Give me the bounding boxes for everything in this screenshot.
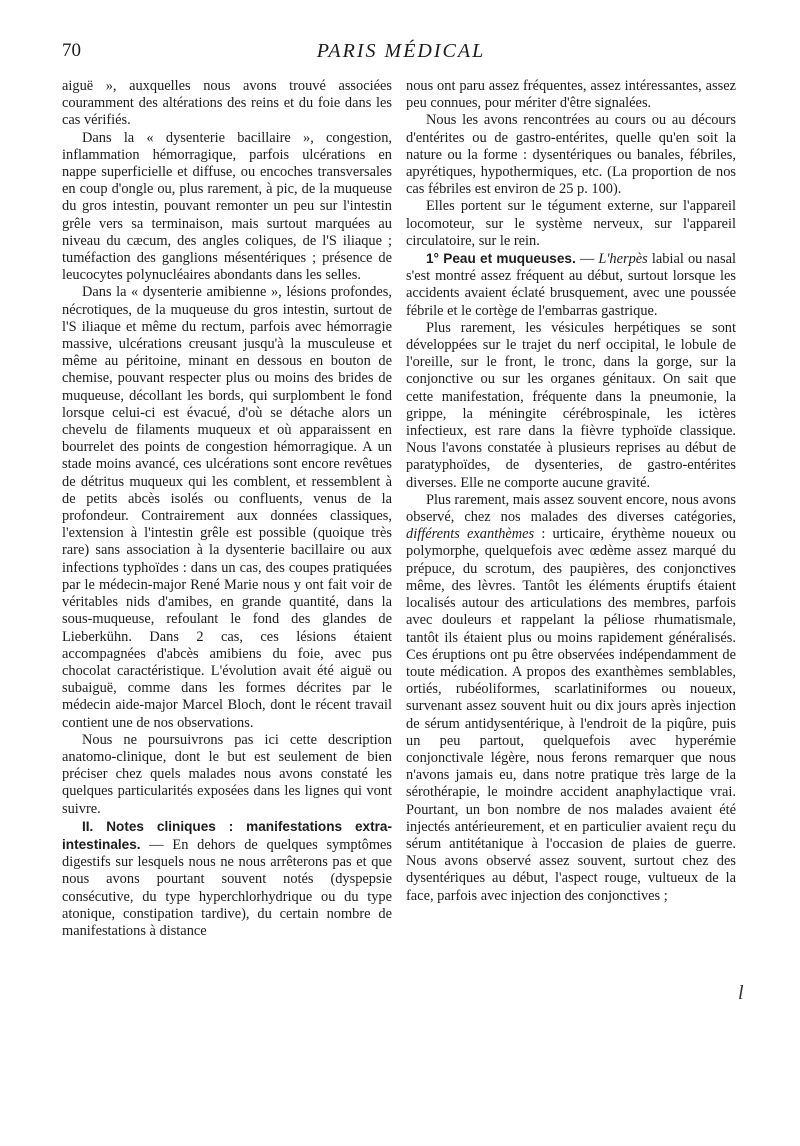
- italic-term: L'herpès: [598, 251, 648, 268]
- right-column: [406, 78, 736, 905]
- left-column: [62, 78, 392, 940]
- paragraph: Nous les avons rencontrées au cours ou au décours d'entérites ou de gastro-entérites, quelle qu'en soit la nature ou la forme : dysentériques ou banales, fébriles, apyrétiques, hypothermiques, etc. (La proportion de nos cas fébriles est environ de 25 p. 100).: [406, 112, 736, 198]
- paragraph: [406, 492, 736, 905]
- italic-term: différents exanthèmes: [406, 526, 535, 543]
- section-heading: II. Notes cliniques : manifestations extra-intestinales.: [62, 818, 392, 852]
- paragraph: Elles portent sur le tégument externe, sur l'appareil locomoteur, sur le système nerveux, sur l'appareil circulatoire, sur le rein.: [406, 198, 736, 249]
- paragraph-text: Plus rarement, mais assez souvent encore, nous avons observé, chez nos malades des diverses catégories,: [406, 491, 736, 526]
- dash: —: [575, 251, 599, 268]
- running-title: PARIS MÉDICAL: [316, 40, 486, 62]
- paragraph: aiguë », auxquelles nous avons trouvé associées couramment des altérations des reins et du foie dans les cas vérifiés.: [62, 78, 392, 129]
- subsection-heading: 1° Peau et muqueuses.: [426, 251, 576, 267]
- paragraph: nous ont paru assez fréquentes, assez intéressantes, assez peu connues, pour mériter d'être signalées.: [406, 78, 736, 112]
- paragraph-text: labial ou nasal s'est montré assez fréquent au début, surtout lorsque les accidents avaient éclaté brusquement, avec une poussée fébrile et le cortège de l'embarras gastrique.: [406, 251, 736, 319]
- subsection-paragraph: [406, 250, 736, 320]
- paragraph: Dans la « dysenterie amibienne », lésions profondes, nécrotiques, de la muqueuse du gros intestin, surtout de l'S iliaque et même du rectum, parfois avec hémorragie massive, ulcérations creusant jusqu'à la musculeuse et même au péritoine, minant en dessous en bouton de chemise, pouvant respecter plus ou moins des brides de muqueuse, décollant les bords, qui surplombent le fond lorsque celui-ci est évacué, d'où se détache alors un chevelu de filaments muqueux et où apparaissent en bourrelet des points de congestion hémorragique. A un stade moins avancé, ces ulcérations sont encore revêtues de détritus muqueux qui les comblent, et ressemblent à de petits abcès isolés ou confluents, venus de la profondeur. Contrairement aux données classiques, l'extension à l'intestin grêle est possible (quoique très rare) sans association à la dysenterie bacillaire ou aux infections typhoïdes : dans un cas, des coupes pratiquées par le médecin-major René Marie nous y ont fait voir de véritables nids d'amibes, en grande quantité, dans la sous-muqueuse, refoulant le fond des glandes de Lieberkühn. Dans 2 cas, ces lésions étaient accompagnées d'abcès amibiens du foie, avec pus chocolat caractéristique. L'évolution avait été aiguë ou subaiguë, comme dans les formes décrites par le médecin aide-major Marcel Bloch, dont le récent travail contient une de nos observations.: [62, 284, 392, 731]
- page-number: 70: [62, 40, 81, 61]
- paragraph: Nous ne poursuivrons pas ici cette description anatomo-clinique, dont le but est seulement de bien préciser chez quels malades nous avons constaté les quelques particularités exposées dans les lignes qui vont suivre.: [62, 731, 392, 817]
- section-paragraph: [62, 818, 392, 940]
- page-header: [62, 40, 740, 68]
- paragraph: Dans la « dysenterie bacillaire », congestion, inflammation hémorragique, parfois ulcérations en nappe superficielle et diffuse, ou encoches transversales en coup d'ongle ou, plus rarement, à pic, de la muqueuse du gros intestin, pouvant remonter un peu sur l'intestin grêle vers sa terminaison, mais surtout marquées au niveau du cæcum, des angles coliques, de l'S iliaque ; tuméfaction des ganglions mésentériques ; présence de leucocytes polynucléaires abondants dans les selles.: [62, 129, 392, 284]
- section-text: — En dehors de quelques symptômes digestifs sur lesquels nous ne nous arrêterons pas et que nous avons pourtant souvent notés (dyspepsie consécutive, du type hyperchlorhydrique ou du type atonique, constipation tardive), du certain nombre de manifestations à distance: [62, 836, 392, 939]
- paragraph-text: : urticaire, érythème noueux ou polymorphe, quelquefois avec œdème assez marqué du prépuce, du scrotum, des paupières, des conjonctives même, des lèvres. Tantôt les éléments éruptifs étaient localisés autour des articulations des membres, parfois avec douleurs et rappelant la péliose rhumatismale, tantôt ils étaient plus ou moins rapidement généralisés. Ces éruptions ont pu être observées indépendamment de toute médication. A propos des exanthèmes semblables, ortiés, rubéoliformes, scarlatiniformes ou noueux, survenant assez souvent huit ou dix jours après injection de sérum antidysentérique, à l'endroit de la piqûre, puis un peu partout, quelquefois avec hyperémie conjonctivale légère, nous ferons remarquer que nous n'avons jamais eu, dans notre pratique très large de la sérothérapie, le moindre accident anaphylactique vrai. Pourtant, un bon nombre de nos malades avaient été injectés antérieurement, et en particulier avaient reçu du sérum antitétanique à l'occasion de plaies de guerre. Nous avons observé assez souvent, surtout chez des dysentériques au début, l'aspect rouge, vultueux de la face, parfois avec injection des conjonctives ;: [406, 526, 736, 904]
- paragraph: Plus rarement, les vésicules herpétiques se sont développées sur le trajet du nerf occipital, le lobule de l'oreille, sur le front, le tronc, dans la gorge, sur la conjonctive ou sur les organes génitaux. On sait que cette manifestation, fréquente dans la pneumonie, la grippe, la méningite cérébrospinale, les ictères infectieux, est rare dans la fièvre typhoïde classique. Nous l'avons constatée à plusieurs reprises au début de paratyphoïdes, de dysenteries, de gastro-entérites diverses. Elle ne comporte aucune gravité.: [406, 319, 736, 491]
- handwritten-margin-mark: l: [738, 982, 744, 1004]
